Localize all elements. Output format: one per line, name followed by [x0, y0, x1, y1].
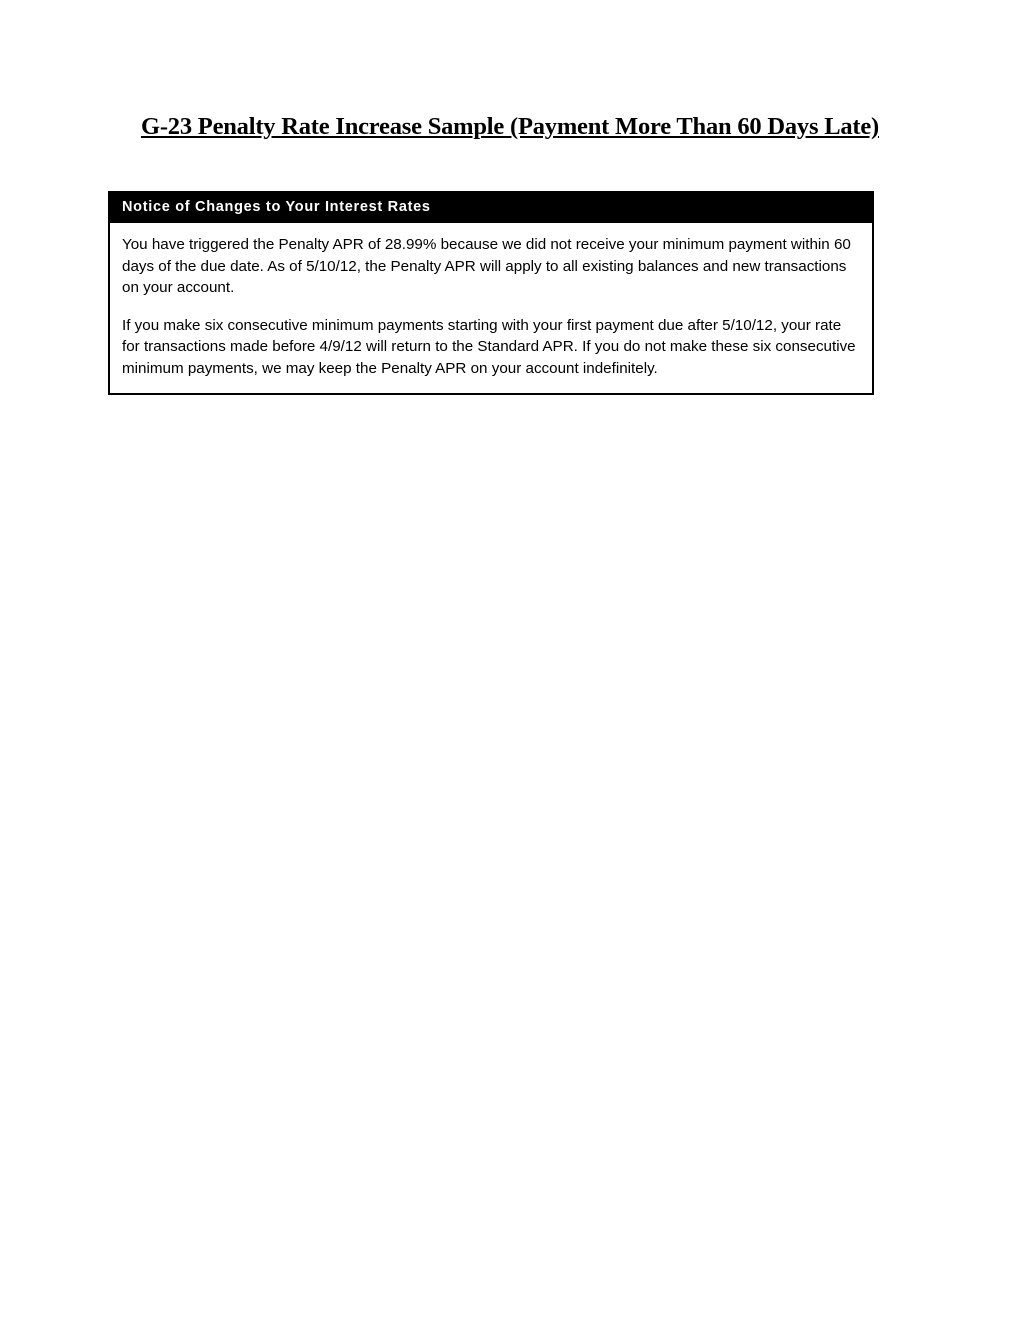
page-title — [0, 112, 1020, 142]
notice-paragraph-1: You have triggered the Penalty APR of 28.99% because we did not receive your minimum payment within 60 days of the due date. As of 5/10/12, the Penalty APR will apply to all existing balances and new transactions on your account. — [122, 236, 851, 296]
notice-paragraph-2: If you make six consecutive minimum payments starting with your first payment due after 5/10/12, your rate for transactions made before 4/9/12 will return to the Standard APR. If you do not make these six consecutive minimum payments, we may keep the Penalty APR on your account indefinitely. — [122, 316, 856, 377]
page-title-text: G-23 Penalty Rate Increase Sample (Payment More Than 60 Days Late) — [140, 113, 880, 140]
notice-header: Notice of Changes to Your Interest Rates — [110, 193, 872, 223]
notice-body — [110, 223, 872, 393]
notice-of-changes-box — [108, 191, 874, 395]
